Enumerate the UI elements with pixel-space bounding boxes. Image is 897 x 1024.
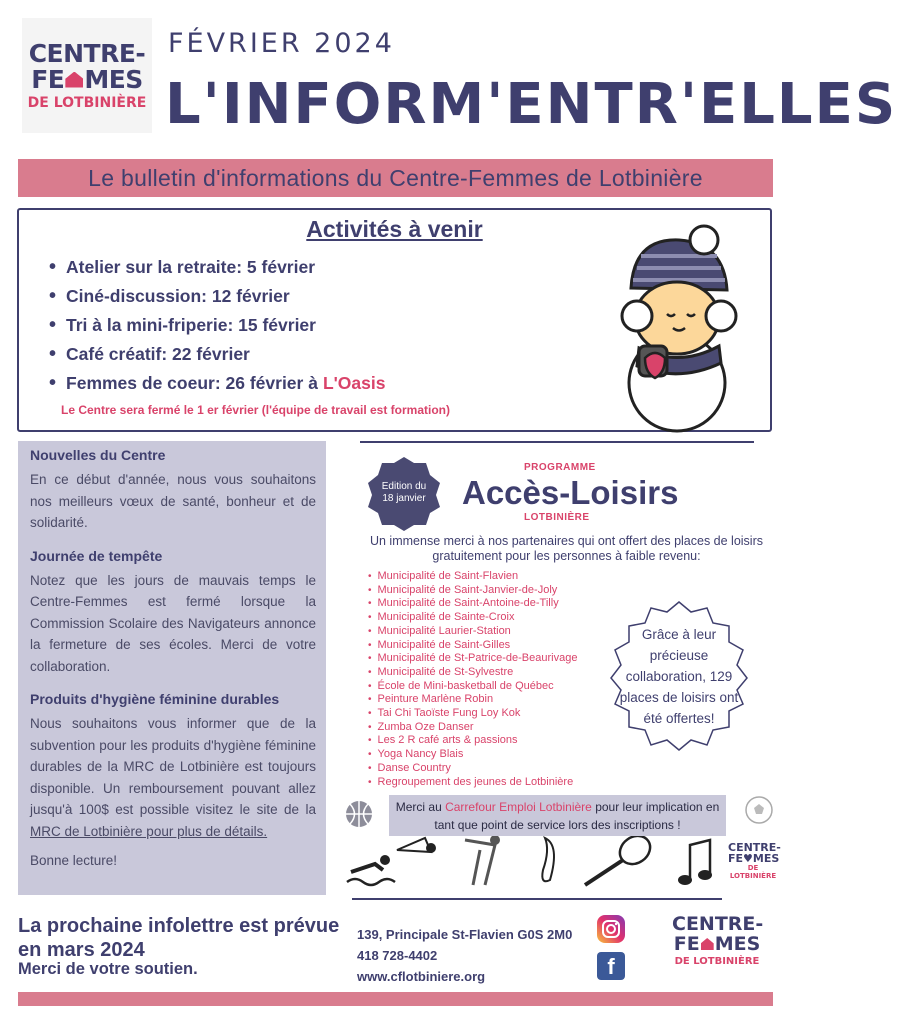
logo-line-2 xyxy=(31,64,143,94)
activities-title: Activités à venir xyxy=(306,216,483,242)
partner-item: • Municipalité de Saint-Gilles xyxy=(368,639,577,653)
news-intro: En ce début d'année, nous vous souhaitons nos meilleurs vœux de santé, bonheur et de solidarité. xyxy=(30,472,316,530)
house-icon xyxy=(701,938,714,950)
closure-note: Le Centre sera fermé le 1 er février (l'équipe de travail est formation) xyxy=(61,403,450,417)
activity-item: • Café créatif: 22 février xyxy=(49,340,385,369)
issue-month: FÉVRIER 2024 xyxy=(168,28,395,59)
partner-item: • Municipalité de Saint-Antoine-de-Tilly xyxy=(368,597,577,611)
next-issue-text: La prochaine infolettre est prévue en mars 2024 xyxy=(18,915,340,961)
activity-item: • Atelier sur la retraite: 5 février xyxy=(49,253,385,282)
swimmer-icon xyxy=(347,855,395,885)
small-centre-logo: CENTRE- FE♥MES DE LOTBINIÈRE xyxy=(728,841,781,880)
tennis-racket-icon xyxy=(585,830,656,885)
partner-item: • École de Mini-basketball de Québec xyxy=(368,680,577,694)
partner-item: • Regroupement des jeunes de Lotbinière xyxy=(368,776,577,790)
partner-item: • Municipalité de St-Sylvestre xyxy=(368,666,577,680)
closing-text: Bonne lecture! xyxy=(30,853,118,868)
news-column xyxy=(18,441,326,895)
program-label-top: PROGRAMME xyxy=(524,462,596,473)
logo-line-1: CENTRE- xyxy=(28,38,146,68)
contact-info xyxy=(357,924,572,987)
carrefour-link[interactable]: Carrefour Emploi Lotbinière xyxy=(445,800,592,814)
oasis-link[interactable]: L'Oasis xyxy=(322,373,386,393)
partners-thanks: Un immense merci à nos partenaires qui ont offert des places de loisirs gratuitement pour les personnes à faible revenu: xyxy=(369,534,763,563)
partner-item: • Zumba Oze Danser xyxy=(368,721,577,735)
basketball-icon xyxy=(346,801,372,827)
activity-item: • Tri à la mini-friperie: 15 février xyxy=(49,311,385,340)
soccer-ball-icon xyxy=(746,797,772,823)
activity-item: • Femmes de coeur: 26 février à L'Oasis xyxy=(49,369,385,398)
house-icon xyxy=(65,72,83,88)
storm-heading: Journée de tempête xyxy=(30,547,163,564)
partner-item: • Municipalité Laurier-Station xyxy=(368,625,577,639)
partner-item: • Tai Chi Taoïste Fung Loy Kok xyxy=(368,707,577,721)
address: 139, Principale St-Flavien G0S 2M0 xyxy=(357,927,573,942)
instagram-icon[interactable] xyxy=(597,915,625,943)
support-thanks: Merci de votre soutien. xyxy=(18,960,198,978)
badge-line-1: Edition du xyxy=(381,481,427,492)
badge-line-2: 18 janvier xyxy=(382,493,426,504)
program-title: Accès-Loisirs xyxy=(462,474,679,511)
partner-item: • Municipalité de Saint-Flavien xyxy=(368,570,577,584)
partner-item: • Municipalité de St-Patrice-de-Beaurivage xyxy=(368,652,577,666)
subtitle-banner: Le bulletin d'informations du Centre-Femmes de Lotbinière xyxy=(18,159,773,197)
news-heading: Nouvelles du Centre xyxy=(30,447,166,463)
activity-item: • Ciné-discussion: 12 février xyxy=(49,282,385,311)
partner-item: • Les 2 R café arts & passions xyxy=(368,734,577,748)
partner-item: • Danse Country xyxy=(368,762,577,776)
partner-item: • Yoga Nancy Blais xyxy=(368,748,577,762)
footer-bar xyxy=(18,992,773,1006)
phone: 418 728-4402 xyxy=(357,948,438,963)
facebook-icon[interactable]: f xyxy=(597,952,625,980)
carrefour-thanks: Merci au Carrefour Emploi Lotbinière pour leur implication en tant que point de service lors des inscriptions ! xyxy=(389,795,726,836)
activities-list xyxy=(49,253,385,398)
footer-logo: CENTRE- FE MES DE LOTBINIÈRE xyxy=(672,913,764,967)
music-note-icon xyxy=(678,840,712,885)
partners-list xyxy=(368,570,577,789)
logo-fe: FE xyxy=(31,64,65,94)
divider-bottom xyxy=(352,898,722,900)
storm-text: Notez que les jours de mauvais temps le Centre-Femmes est fermé lorsque la Commission Scolaire des Navigateurs annonce la fermeture de ses écoles. Merci de votre collaboration. xyxy=(30,572,316,674)
activities-box xyxy=(17,208,772,432)
martial-arts-icon xyxy=(465,835,500,885)
logo-line-3: DE LOTBINIÈRE xyxy=(27,94,147,111)
ballet-shoe-icon xyxy=(542,838,554,881)
partner-item: • Municipalité de Saint-Janvier-de-Joly xyxy=(368,584,577,598)
hygiene-heading: Produits d'hygiène féminine durables xyxy=(30,691,280,707)
partner-item: • Municipalité de Sainte-Croix xyxy=(368,611,577,625)
website-link[interactable]: www.cflotbiniere.org xyxy=(357,969,486,984)
divider-top xyxy=(360,441,754,443)
hygiene-paragraph: Nous souhaitons vous informer que de la subvention pour les produits d'hygiène féminine durables de la MRC de Lotbinière est toujours disponible. Un remboursement pouvant allez jusqu'à 100$ est possible visitez le site de la MRC de Lotbinière pour plus de détails. xyxy=(30,716,316,839)
edition-badge xyxy=(366,455,442,531)
seal-text: Grâce à leur précieuse collaboration, 129 places de loisirs ont été offertes! xyxy=(619,627,739,726)
program-label-bottom: LOTBINIÈRE xyxy=(524,512,590,523)
partner-item: • Peinture Marlène Robin xyxy=(368,693,577,707)
shuttlecock-icon xyxy=(397,838,436,853)
centre-femmes-logo xyxy=(22,18,152,133)
logo-mes: MES xyxy=(84,64,143,94)
snowman-illustration xyxy=(609,218,759,428)
mrc-link[interactable]: MRC de Lotbinière pour plus de détails. xyxy=(30,823,268,839)
newsletter-title: L'INFORM'ENTR'ELLES xyxy=(165,72,897,137)
